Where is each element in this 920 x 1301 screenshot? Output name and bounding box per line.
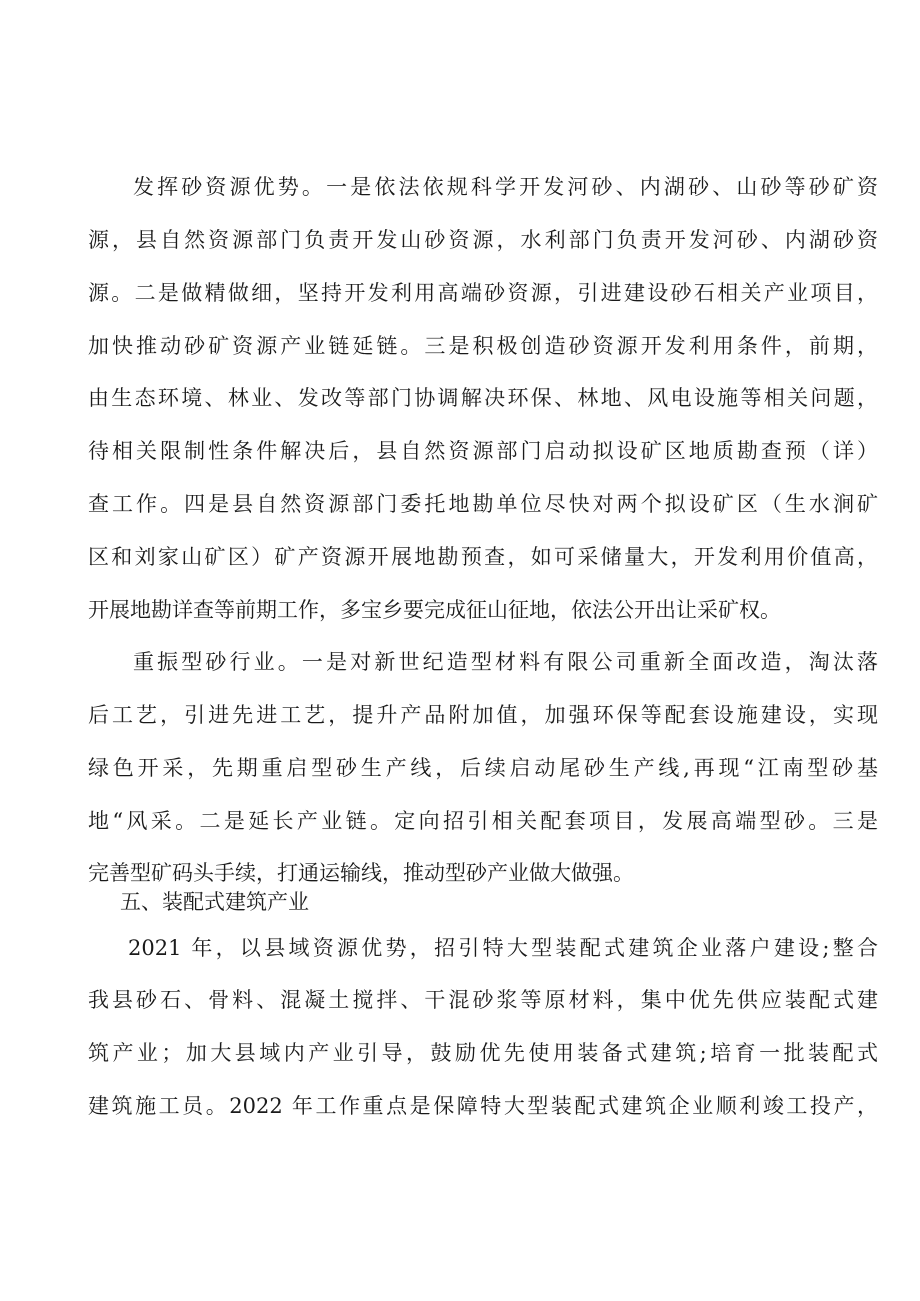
- paragraph-line: 重振型砂行业。一是对新世纪造型材料有限公司重新全面改造，淘汰落: [133, 650, 878, 674]
- paragraph-line: 加快推动砂矿资源产业链延链。三是积极创造砂资源开发利用条件，前期，: [88, 334, 878, 358]
- paragraph-line: 地“风采。二是延长产业链。定向招引相关配套项目，发展高端型砂。三是: [88, 809, 878, 833]
- paragraph-line: 我县砂石、骨料、混凝土搅拌、干混砂浆等原材料，集中优先供应装配式建: [88, 988, 878, 1012]
- paragraph-line: 开展地勘详查等前期工作，多宝乡要完成征山征地，依法公开出让采矿权。: [88, 598, 781, 622]
- paragraph-line: 发挥砂资源优势。一是依法依规科学开发河砂、内湖砂、山砂等砂矿资: [133, 175, 878, 199]
- paragraph-line: 区和刘家山矿区）矿产资源开展地勘预查，如可采储量大，开发利用价值高，: [88, 545, 878, 569]
- section-heading: 五、装配式建筑产业: [120, 890, 309, 914]
- paragraph-line: 源。二是做精做细，坚持开发利用高端砂资源，引进建设砂石相关产业项目，: [88, 281, 878, 305]
- paragraph-line: 待相关限制性条件解决后，县自然资源部门启动拟设矿区地质勘查预（详）: [88, 439, 878, 463]
- paragraph-line: 建筑施工员。2022 年工作重点是保障特大型装配式建筑企业顺利竣工投产，: [88, 1094, 878, 1118]
- paragraph-line: 后工艺，引进先进工艺，提升产品附加值，加强环保等配套设施建设，实现: [88, 703, 878, 727]
- paragraph-line: 筑产业；加大县域内产业引导，鼓励优先使用装备式建筑;培育一批装配式: [88, 1041, 878, 1065]
- paragraph-line: 查工作。四是县自然资源部门委托地勘单位尽快对两个拟设矿区（生水涧矿: [88, 492, 878, 516]
- paragraph-line: 完善型矿码头手续，打通运输线，推动型砂产业做大做强。: [88, 861, 634, 885]
- paragraph-line: 源，县自然资源部门负责开发山砂资源，水利部门负责开发河砂、内湖砂资: [88, 228, 878, 252]
- paragraph-line: 由生态环境、林业、发改等部门协调解决环保、林地、风电设施等相关问题，: [88, 386, 878, 410]
- paragraph-line: 绿色开采，先期重启型砂生产线，后续启动尾砂生产线,再现“江南型砂基: [88, 756, 878, 780]
- paragraph-line: 2021 年，以县域资源优势，招引特大型装配式建筑企业落户建设;整合: [128, 936, 878, 960]
